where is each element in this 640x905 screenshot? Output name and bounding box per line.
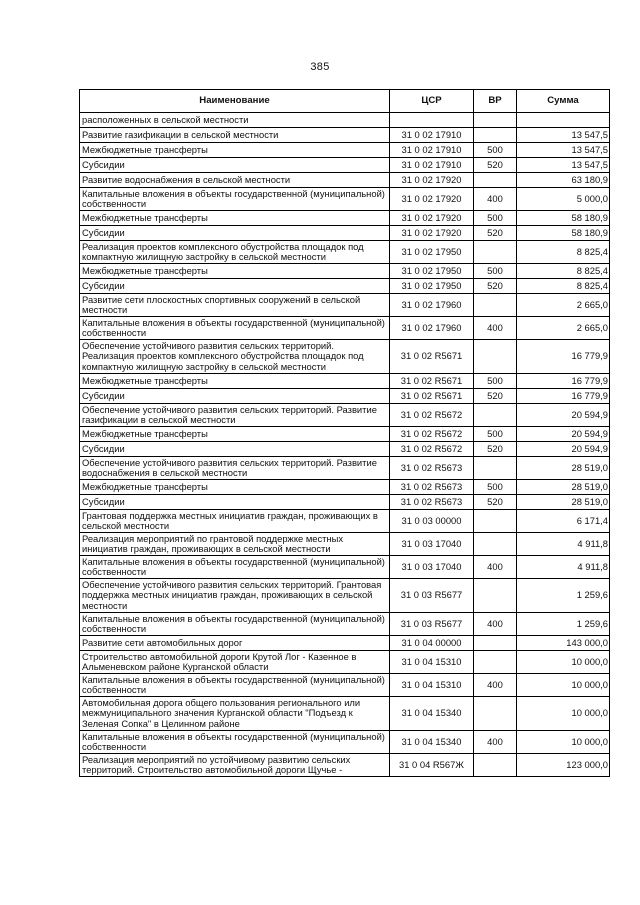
table-row — [80, 404, 610, 427]
cell-name: Обеспечение устойчивого развития сельских территорий. Грантовая поддержка местных инициатив граждан, проживающих в сельской местности — [80, 579, 390, 613]
cell-vr: 520 — [474, 279, 517, 294]
cell-name: расположенных в сельской местности — [80, 113, 390, 128]
table-row — [80, 113, 610, 128]
cell-name: Реализация мероприятий по устойчивому развитию сельских территорий. Строительство автомобильной дороги Щучье - — [80, 754, 390, 777]
table-row — [80, 279, 610, 294]
cell-csr: 31 0 02 17920 — [390, 173, 474, 188]
cell-name: Капитальные вложения в объекты государственной (муниципальной) собственности — [80, 731, 390, 754]
cell-name: Субсидии — [80, 158, 390, 173]
cell-sum: 28 519,0 — [517, 480, 610, 495]
cell-csr: 31 0 04 15340 — [390, 697, 474, 731]
table-row — [80, 636, 610, 651]
table-row — [80, 731, 610, 754]
cell-sum: 20 594,9 — [517, 442, 610, 457]
cell-vr: 520 — [474, 226, 517, 241]
cell-name: Межбюджетные трансферты — [80, 143, 390, 158]
cell-name: Межбюджетные трансферты — [80, 211, 390, 226]
cell-sum: 2 665,0 — [517, 317, 610, 340]
header-row — [80, 90, 610, 113]
table-row — [80, 613, 610, 636]
cell-sum: 63 180,9 — [517, 173, 610, 188]
cell-name: Капитальные вложения в объекты государственной (муниципальной) собственности — [80, 674, 390, 697]
cell-name: Развитие газификации в сельской местности — [80, 128, 390, 143]
cell-name: Развитие сети плоскостных спортивных сооружений в сельской местности — [80, 294, 390, 317]
cell-csr: 31 0 04 00000 — [390, 636, 474, 651]
header-sum: Сумма — [517, 90, 610, 113]
cell-sum: 28 519,0 — [517, 495, 610, 510]
cell-vr — [474, 457, 517, 480]
cell-vr — [474, 294, 517, 317]
cell-vr — [474, 697, 517, 731]
cell-csr: 31 0 02 R5671 — [390, 340, 474, 374]
cell-vr — [474, 113, 517, 128]
cell-csr: 31 0 02 R5673 — [390, 457, 474, 480]
cell-vr: 400 — [474, 317, 517, 340]
cell-name: Субсидии — [80, 442, 390, 457]
table-row — [80, 389, 610, 404]
cell-vr — [474, 651, 517, 674]
cell-vr — [474, 754, 517, 777]
cell-sum: 58 180,9 — [517, 211, 610, 226]
cell-name: Субсидии — [80, 226, 390, 241]
cell-csr: 31 0 03 00000 — [390, 510, 474, 533]
table-row — [80, 556, 610, 579]
cell-sum: 5 000,0 — [517, 188, 610, 211]
cell-name: Межбюджетные трансферты — [80, 264, 390, 279]
table-row — [80, 651, 610, 674]
table-row — [80, 697, 610, 731]
cell-sum: 123 000,0 — [517, 754, 610, 777]
cell-csr: 31 0 02 R5672 — [390, 442, 474, 457]
cell-name: Грантовая поддержка местных инициатив граждан, проживающих в сельской местности — [80, 510, 390, 533]
cell-vr: 500 — [474, 480, 517, 495]
cell-csr: 31 0 02 17920 — [390, 211, 474, 226]
cell-sum: 13 547,5 — [517, 158, 610, 173]
table-header — [80, 90, 610, 113]
cell-sum: 4 911,8 — [517, 533, 610, 556]
cell-name: Капитальные вложения в объекты государственной (муниципальной) собственности — [80, 317, 390, 340]
table-row — [80, 211, 610, 226]
cell-name: Межбюджетные трансферты — [80, 427, 390, 442]
cell-csr — [390, 113, 474, 128]
cell-vr: 500 — [474, 264, 517, 279]
table-row — [80, 442, 610, 457]
table-row — [80, 143, 610, 158]
cell-sum: 20 594,9 — [517, 404, 610, 427]
cell-csr: 31 0 03 R5677 — [390, 613, 474, 636]
cell-csr: 31 0 02 17960 — [390, 294, 474, 317]
cell-vr: 520 — [474, 495, 517, 510]
budget-table — [79, 89, 610, 777]
cell-sum: 8 825,4 — [517, 279, 610, 294]
cell-vr — [474, 404, 517, 427]
cell-csr: 31 0 02 17910 — [390, 143, 474, 158]
cell-csr: 31 0 03 17040 — [390, 533, 474, 556]
table-row — [80, 674, 610, 697]
cell-csr: 31 0 04 15310 — [390, 674, 474, 697]
cell-sum: 10 000,0 — [517, 651, 610, 674]
cell-name: Автомобильная дорога общего пользования регионального или межмуниципального значения Курганской области "Подъезд к Зеленая Сопка" в Целинном районе — [80, 697, 390, 731]
cell-sum: 10 000,0 — [517, 697, 610, 731]
cell-name: Реализация мероприятий по грантовой поддержке местных инициатив граждан, проживающих в сельской местности — [80, 533, 390, 556]
cell-csr: 31 0 02 R5672 — [390, 404, 474, 427]
cell-csr: 31 0 02 R5671 — [390, 389, 474, 404]
cell-name: Развитие сети автомобильных дорог — [80, 636, 390, 651]
cell-name: Капитальные вложения в объекты государственной (муниципальной) собственности — [80, 613, 390, 636]
table-row — [80, 374, 610, 389]
table-row — [80, 510, 610, 533]
cell-name: Капитальные вложения в объекты государственной (муниципальной) собственности — [80, 188, 390, 211]
cell-vr — [474, 241, 517, 264]
cell-csr: 31 0 02 17920 — [390, 226, 474, 241]
cell-name: Межбюджетные трансферты — [80, 374, 390, 389]
cell-vr: 520 — [474, 158, 517, 173]
table-row — [80, 188, 610, 211]
header-csr: ЦСР — [390, 90, 474, 113]
cell-sum: 143 000,0 — [517, 636, 610, 651]
cell-csr: 31 0 02 17910 — [390, 158, 474, 173]
cell-csr: 31 0 02 R5671 — [390, 374, 474, 389]
cell-sum: 10 000,0 — [517, 731, 610, 754]
table-row — [80, 317, 610, 340]
header-name: Наименование — [80, 90, 390, 113]
cell-vr — [474, 510, 517, 533]
cell-csr: 31 0 04 R567Ж — [390, 754, 474, 777]
cell-vr: 520 — [474, 442, 517, 457]
cell-name: Реализация проектов комплексного обустройства площадок под компактную жилищную застройку в сельской местности — [80, 241, 390, 264]
cell-sum: 13 547,5 — [517, 128, 610, 143]
header-vr: ВР — [474, 90, 517, 113]
cell-csr: 31 0 02 17950 — [390, 241, 474, 264]
cell-name: Обеспечение устойчивого развития сельских территорий. Развитие водоснабжения в сельской местности — [80, 457, 390, 480]
cell-sum: 16 779,9 — [517, 374, 610, 389]
table-row — [80, 427, 610, 442]
cell-sum: 16 779,9 — [517, 389, 610, 404]
table-row — [80, 158, 610, 173]
cell-vr: 500 — [474, 427, 517, 442]
cell-sum — [517, 113, 610, 128]
cell-csr: 31 0 02 17950 — [390, 279, 474, 294]
table-body — [80, 113, 610, 777]
cell-name: Развитие водоснабжения в сельской местности — [80, 173, 390, 188]
cell-csr: 31 0 02 17950 — [390, 264, 474, 279]
table-row — [80, 495, 610, 510]
cell-sum: 2 665,0 — [517, 294, 610, 317]
table-row — [80, 533, 610, 556]
cell-vr: 400 — [474, 674, 517, 697]
table-row — [80, 264, 610, 279]
cell-sum: 1 259,6 — [517, 613, 610, 636]
cell-csr: 31 0 02 R5672 — [390, 427, 474, 442]
table-row — [80, 457, 610, 480]
table-row — [80, 340, 610, 374]
table-row — [80, 480, 610, 495]
page-number: 385 — [310, 61, 330, 73]
cell-csr: 31 0 03 17040 — [390, 556, 474, 579]
cell-name: Субсидии — [80, 389, 390, 404]
cell-vr: 500 — [474, 211, 517, 226]
cell-sum: 10 000,0 — [517, 674, 610, 697]
cell-vr: 500 — [474, 143, 517, 158]
cell-sum: 8 825,4 — [517, 264, 610, 279]
cell-name: Межбюджетные трансферты — [80, 480, 390, 495]
cell-csr: 31 0 02 17910 — [390, 128, 474, 143]
cell-name: Субсидии — [80, 495, 390, 510]
table-row — [80, 754, 610, 777]
cell-csr: 31 0 04 15310 — [390, 651, 474, 674]
table-row — [80, 579, 610, 613]
cell-sum: 58 180,9 — [517, 226, 610, 241]
table-row — [80, 294, 610, 317]
cell-sum: 6 171,4 — [517, 510, 610, 533]
cell-sum: 28 519,0 — [517, 457, 610, 480]
cell-csr: 31 0 02 17960 — [390, 317, 474, 340]
cell-sum: 20 594,9 — [517, 427, 610, 442]
cell-vr: 500 — [474, 374, 517, 389]
cell-sum: 16 779,9 — [517, 340, 610, 374]
cell-csr: 31 0 02 R5673 — [390, 480, 474, 495]
cell-vr: 400 — [474, 188, 517, 211]
cell-csr: 31 0 03 R5677 — [390, 579, 474, 613]
cell-csr: 31 0 02 R5673 — [390, 495, 474, 510]
cell-sum: 4 911,8 — [517, 556, 610, 579]
cell-name: Капитальные вложения в объекты государственной (муниципальной) собственности — [80, 556, 390, 579]
cell-csr: 31 0 02 17920 — [390, 188, 474, 211]
cell-sum: 1 259,6 — [517, 579, 610, 613]
table-row — [80, 226, 610, 241]
cell-vr — [474, 128, 517, 143]
table-row — [80, 128, 610, 143]
cell-vr — [474, 173, 517, 188]
cell-vr: 520 — [474, 389, 517, 404]
table-row — [80, 173, 610, 188]
cell-name: Обеспечение устойчивого развития сельских территорий. Реализация проектов комплексного обустройства площадок под компактную жилищную застройку в сельской местности — [80, 340, 390, 374]
cell-sum: 8 825,4 — [517, 241, 610, 264]
cell-csr: 31 0 04 15340 — [390, 731, 474, 754]
cell-vr: 400 — [474, 731, 517, 754]
cell-vr — [474, 636, 517, 651]
cell-vr — [474, 533, 517, 556]
cell-vr — [474, 340, 517, 374]
cell-name: Обеспечение устойчивого развития сельских территорий. Развитие газификации в сельской местности — [80, 404, 390, 427]
table-row — [80, 241, 610, 264]
cell-vr: 400 — [474, 556, 517, 579]
cell-vr: 400 — [474, 613, 517, 636]
cell-vr — [474, 579, 517, 613]
cell-sum: 13 547,5 — [517, 143, 610, 158]
cell-name: Субсидии — [80, 279, 390, 294]
cell-name: Строительство автомобильной дороги Крутой Лог - Казенное в Альменевском районе Курганской области — [80, 651, 390, 674]
